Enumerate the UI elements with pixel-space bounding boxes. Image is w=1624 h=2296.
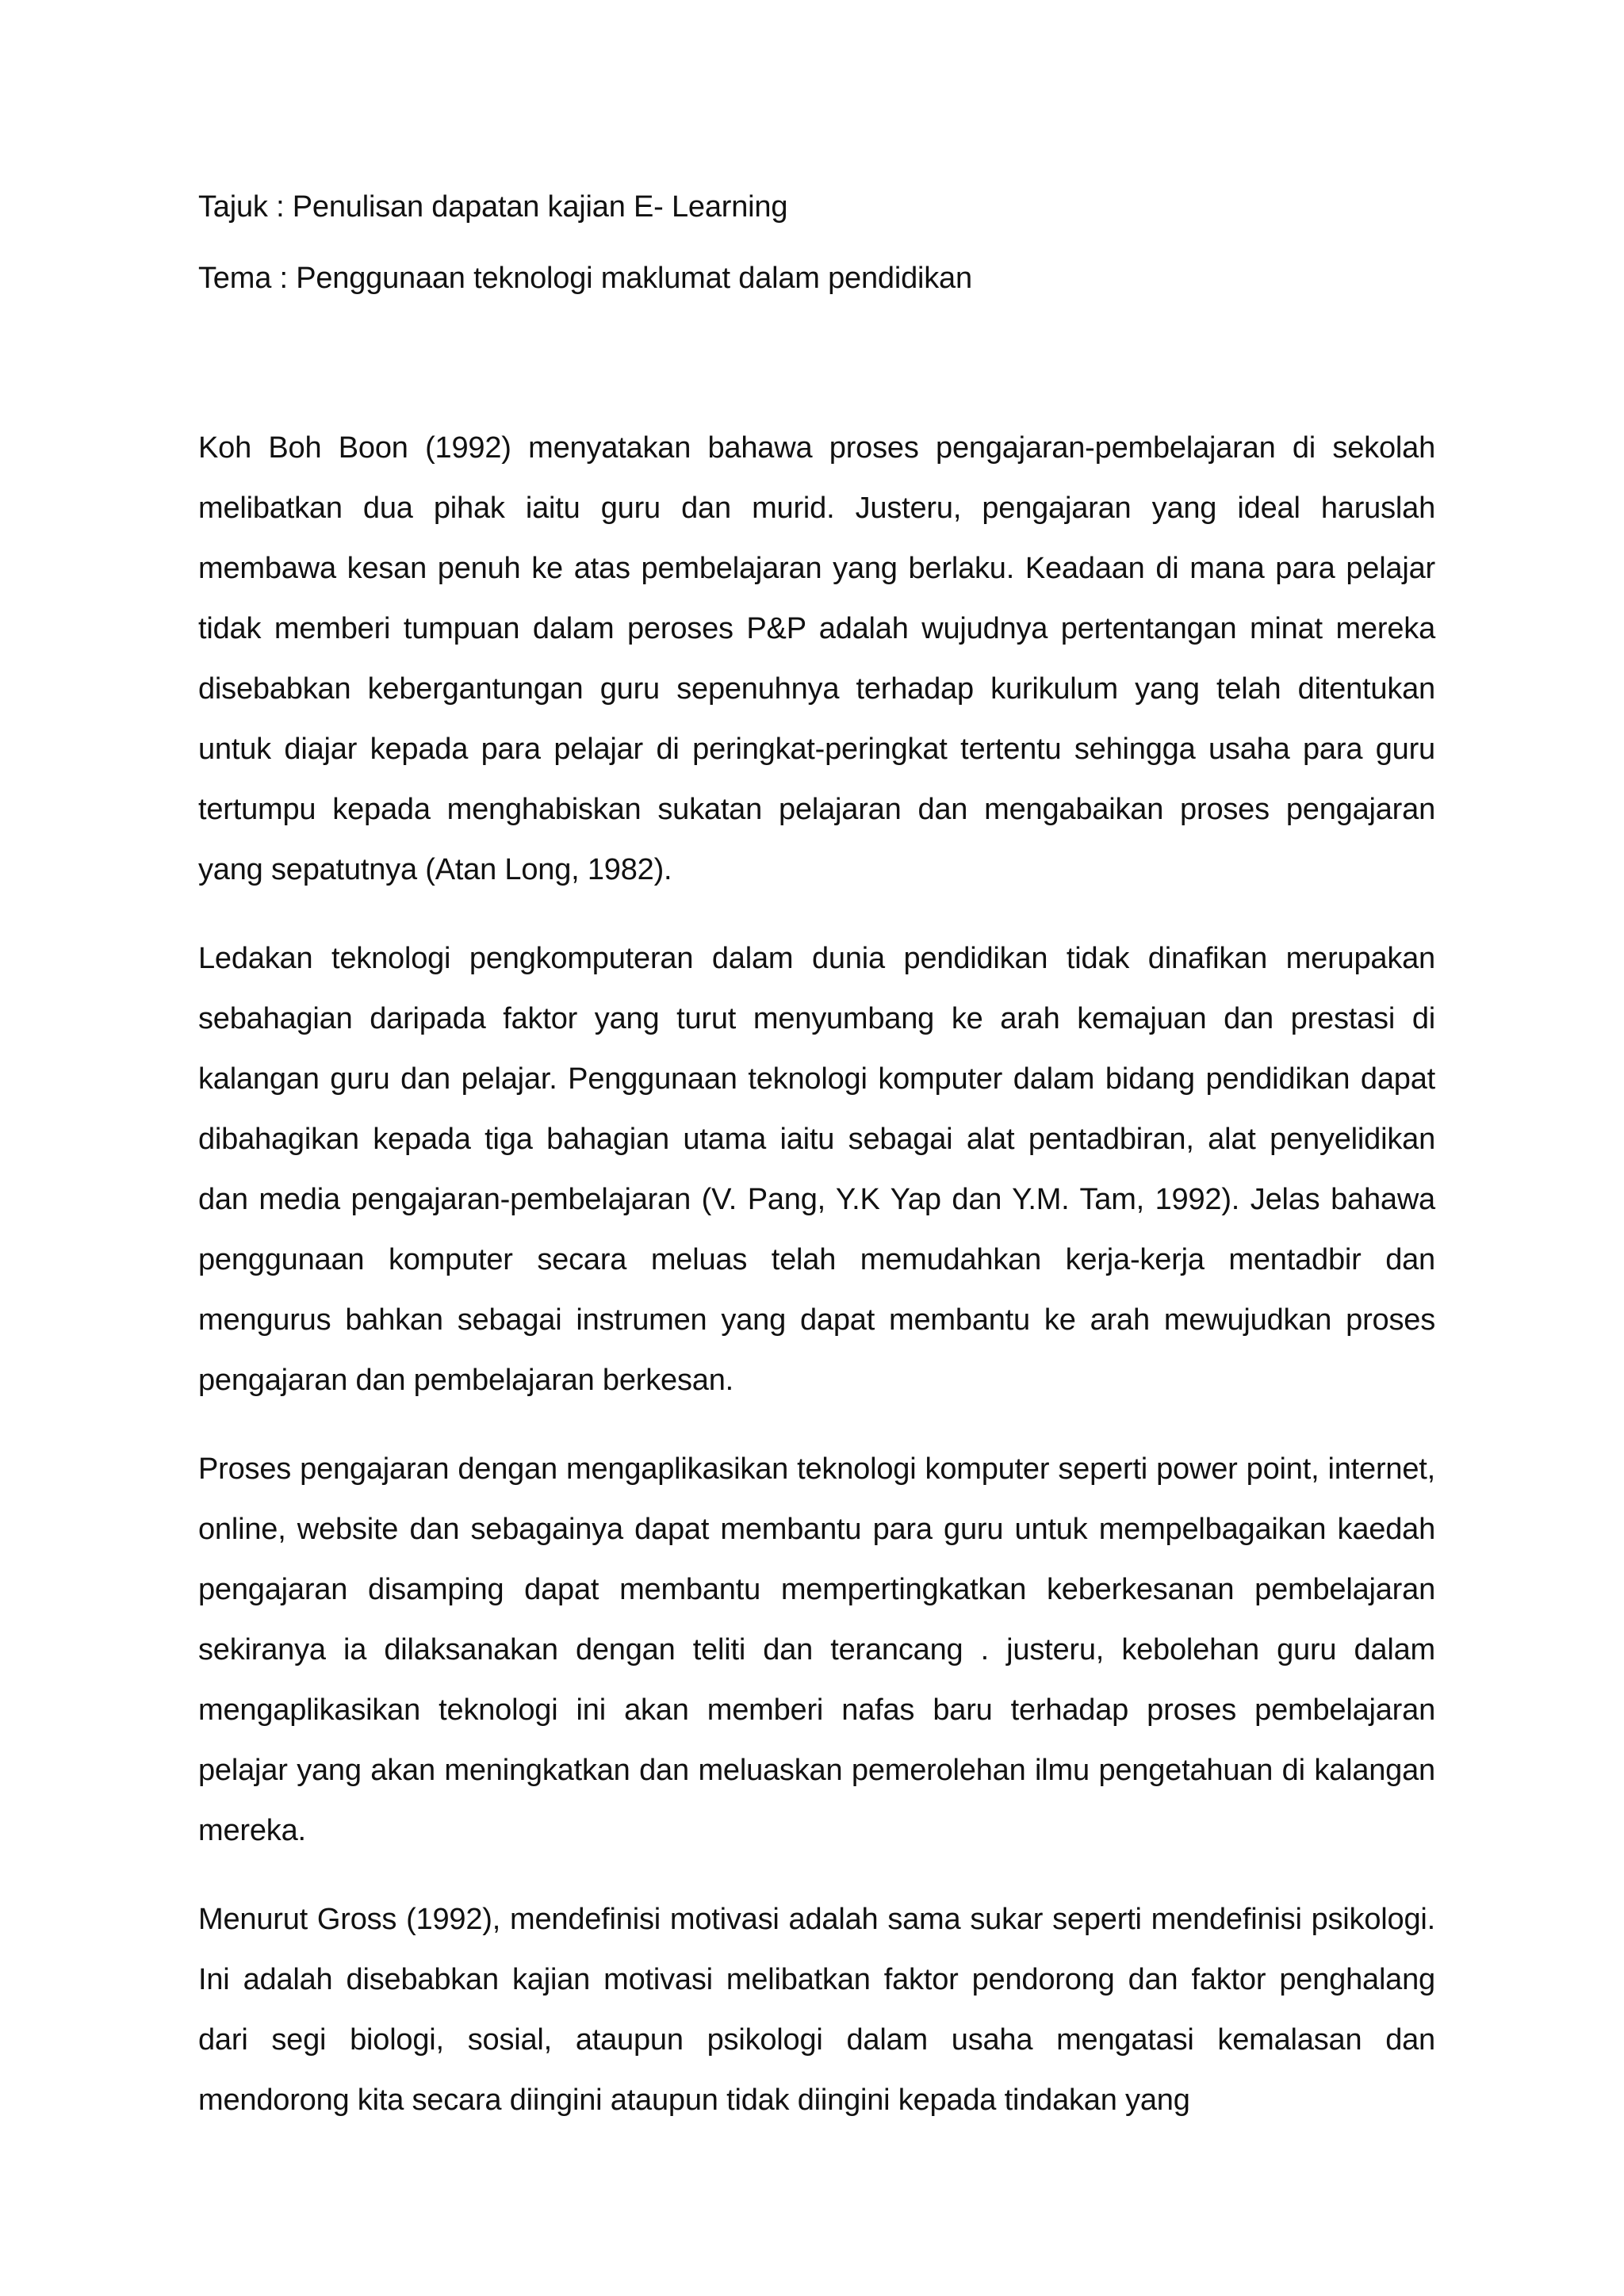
paragraph-3: Proses pengajaran dengan mengaplikasikan teknologi komputer seperti power point, internet, online, website dan sebagainya dapat membantu para guru untuk mempelbagaikan kaedah pengajaran disamping dapat membantu mempertingkatkan keberkesanan pembelajaran sekiranya ia dilaksanakan dengan teliti dan terancang . justeru, kebolehan guru dalam mengaplikasikan teknologi ini akan memberi nafas baru terhadap proses pembelajaran pelajar yang akan meningkatkan dan meluaskan pemerolehan ilmu pengetahuan di kalangan mereka.: [198, 1452, 1435, 1847]
document-theme: Tema : Penggunaan teknologi maklumat dalam pendidikan: [198, 261, 972, 295]
document-content: [198, 189, 1435, 2130]
spacer: [198, 331, 1435, 418]
paragraph-1: Koh Boh Boon (1992) menyatakan bahawa proses pengajaran-pembelajaran di sekolah melibatkan dua pihak iaitu guru dan murid. Justeru, pengajaran yang ideal haruslah membawa kesan penuh ke atas pembelajaran yang berlaku. Keadaan di mana para pelajar tidak memberi tumpuan dalam peroses P&P adalah wujudnya pertentangan minat mereka disebabkan kebergantungan guru sepenuhnya terhadap kurikulum yang telah ditentukan untuk diajar kepada para pelajar di peringkat-peringkat tertentu sehingga usaha para guru tertumpu kepada menghabiskan sukatan pelajaran dan mengabaikan proses pengajaran yang sepatutnya (Atan Long, 1982).: [198, 431, 1435, 886]
document-title: Tajuk : Penulisan dapatan kajian E- Learning: [198, 190, 788, 224]
paragraph-4: Menurut Gross (1992), mendefinisi motivasi adalah sama sukar seperti mendefinisi psikologi. Ini adalah disebabkan kajian motivasi melibatkan faktor pendorong dan faktor penghalang dari segi biologi, sosial, ataupun psikologi dalam usaha mengatasi kemalasan dan mendorong kita secara diingini ataupun tidak diingini kepada tindakan yang: [198, 1903, 1435, 2117]
paragraph-2: Ledakan teknologi pengkomputeran dalam dunia pendidikan tidak dinafikan merupakan sebahagian daripada faktor yang turut menyumbang ke arah kemajuan dan prestasi di kalangan guru dan pelajar. Penggunaan teknologi komputer dalam bidang pendidikan dapat dibahagikan kepada tiga bahagian utama iaitu sebagai alat pentadbiran, alat penyelidikan dan media pengajaran-pembelajaran (V. Pang, Y.K Yap dan Y.M. Tam, 1992). Jelas bahawa penggunaan komputer secara meluas telah memudahkan kerja-kerja mentadbir dan mengurus bahkan sebagai instrumen yang dapat membantu ke arah mewujudkan proses pengajaran dan pembelajaran berkesan.: [198, 942, 1435, 1397]
